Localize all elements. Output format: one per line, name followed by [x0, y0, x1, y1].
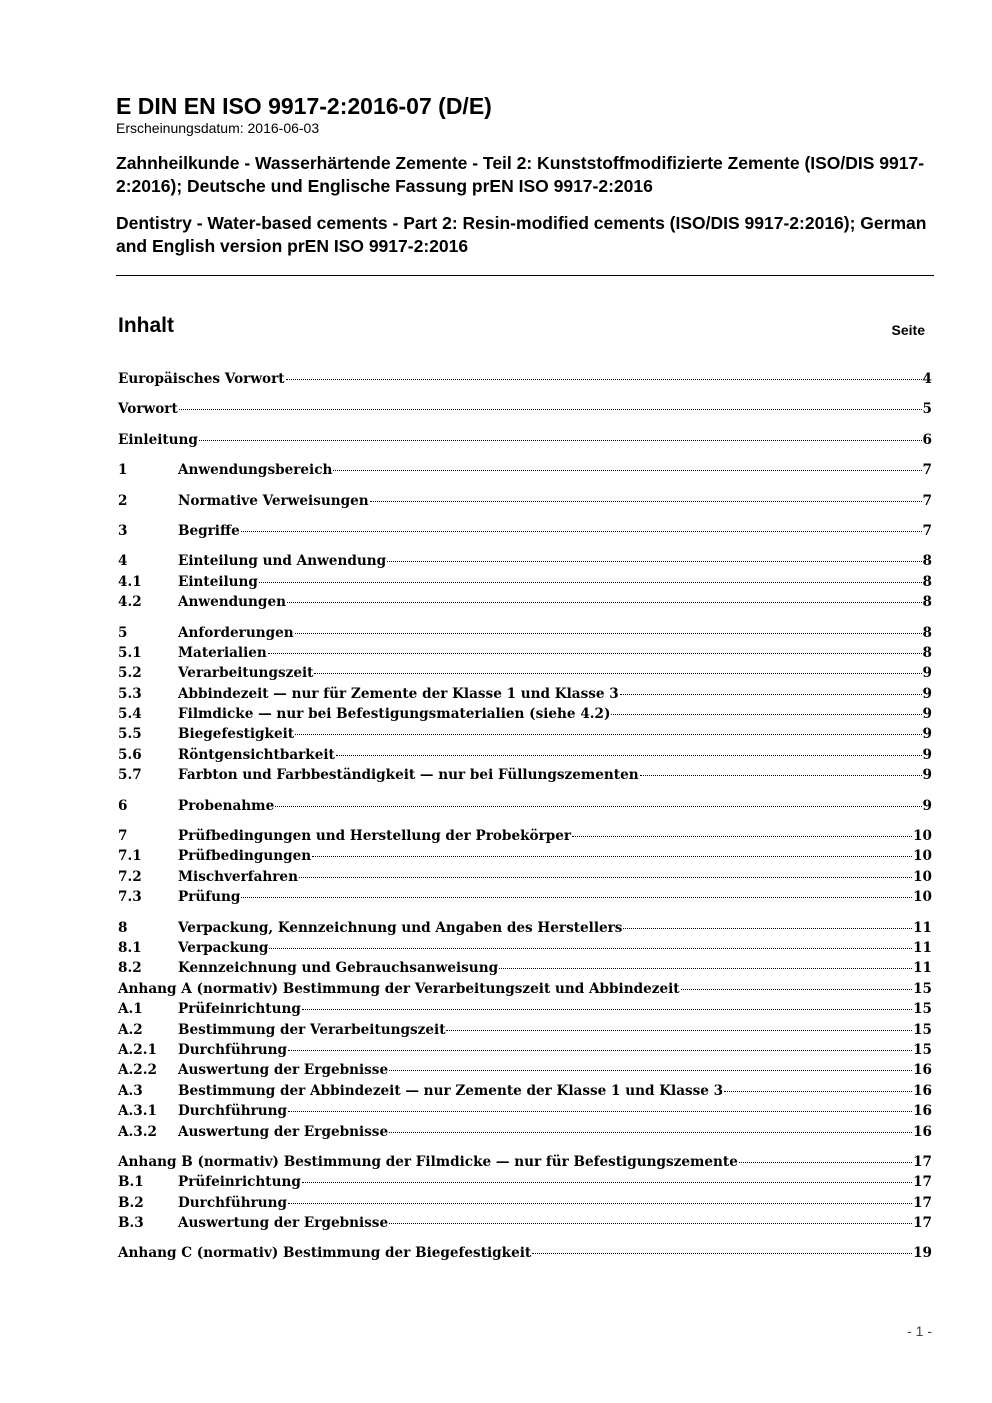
toc-entry-label: Prüfung	[178, 889, 241, 906]
toc-entry-page: 15	[913, 1021, 932, 1038]
toc-entry[interactable]	[118, 767, 932, 787]
title-german: Zahnheilkunde - Wasserhärtende Zemente - Teil 2: Kunststoffmodifizierte Zemente (ISO/DIS 9917-2:2016); Deutsche und Englische Fassung prEN ISO 9917-2:2016	[116, 153, 925, 196]
toc-entry-number: B.2	[118, 1194, 144, 1211]
toc-entry[interactable]	[118, 1042, 932, 1062]
toc-entry-page: 5	[922, 401, 932, 418]
toc-entry[interactable]	[118, 706, 932, 726]
toc-entry-page: 10	[913, 828, 932, 845]
toc-entry[interactable]	[118, 981, 932, 1001]
toc-entry[interactable]	[118, 686, 932, 706]
toc-entry-label: Einleitung	[118, 431, 198, 448]
toc-entry-label: Prüfbedingungen	[178, 848, 312, 865]
toc-entry-number: A.3.1	[118, 1103, 157, 1120]
toc-entry-page: 16	[913, 1103, 932, 1120]
toc-entry[interactable]	[118, 848, 932, 868]
toc-entry-page: 15	[913, 1001, 932, 1018]
toc-entry-page: 7	[922, 492, 932, 509]
toc-entry-number: A.2.2	[118, 1062, 157, 1079]
toc-dot-leader	[739, 1162, 912, 1163]
toc-dot-leader	[681, 989, 913, 990]
toc-entry-page: 8	[922, 594, 932, 611]
toc-dot-leader	[288, 1050, 912, 1051]
toc-entry-label: Bestimmung der Verarbeitungszeit	[178, 1021, 446, 1038]
toc-entry-page: 15	[913, 1041, 932, 1058]
toc-entry-label: Prüfeinrichtung	[178, 1174, 301, 1191]
toc-dot-leader	[623, 928, 912, 929]
toc-entry[interactable]	[118, 960, 932, 980]
toc-dot-leader	[333, 470, 921, 471]
toc-entry[interactable]	[118, 645, 932, 665]
toc-entry[interactable]	[118, 798, 932, 818]
toc-dot-leader	[268, 653, 922, 654]
toc-dot-leader	[336, 755, 922, 756]
toc-entry-label: Farbton und Farbbeständigkeit — nur bei Füllungszementen	[178, 767, 639, 784]
toc-entry-label: Verpackung, Kennzeichnung und Angaben des Herstellers	[178, 919, 623, 936]
toc-entry-number: 4.2	[118, 594, 142, 611]
toc-dot-leader	[446, 1030, 912, 1031]
toc-entry-page: 8	[922, 573, 932, 590]
toc-entry[interactable]	[118, 462, 932, 482]
toc-dot-leader	[288, 1111, 912, 1112]
toc-entry-number: 8	[118, 919, 128, 936]
toc-title: Inhalt	[118, 314, 174, 337]
toc-dot-leader	[389, 1070, 912, 1071]
toc-dot-leader	[389, 1223, 912, 1224]
toc-entry[interactable]	[118, 594, 932, 614]
toc-entry-page: 19	[913, 1245, 932, 1262]
toc-dot-leader	[288, 1203, 912, 1204]
toc-entry-number: 7.3	[118, 889, 142, 906]
toc-entry-label: Prüfbedingungen und Herstellung der Probekörper	[178, 828, 572, 845]
toc-dot-leader	[387, 561, 921, 562]
toc-entry-number: 5.6	[118, 746, 142, 763]
toc-entry-label: Auswertung der Ergebnisse	[178, 1215, 389, 1232]
toc-entry[interactable]	[118, 1245, 932, 1265]
toc-entry-page: 8	[922, 624, 932, 641]
toc-entry-label: Einteilung	[178, 573, 258, 590]
table-of-contents	[118, 371, 932, 1266]
toc-entry-label: Materialien	[178, 644, 267, 661]
toc-dot-leader	[499, 968, 912, 969]
toc-dot-leader	[620, 694, 922, 695]
page-number: - 1 -	[907, 1323, 932, 1339]
toc-entry-page: 10	[913, 848, 932, 865]
toc-entry-page: 9	[922, 665, 932, 682]
toc-entry[interactable]	[118, 940, 932, 960]
toc-entry-page: 11	[913, 939, 932, 956]
toc-entry-number: 1	[118, 462, 128, 479]
toc-entry-page: 9	[922, 726, 932, 743]
toc-dot-leader	[295, 633, 922, 634]
toc-entry-page: 6	[922, 431, 932, 448]
toc-entry-page: 15	[913, 980, 932, 997]
toc-entry[interactable]	[118, 574, 932, 594]
toc-entry-page: 9	[922, 746, 932, 763]
toc-entry-number: 5.2	[118, 665, 142, 682]
toc-entry-label: Anwendungsbereich	[178, 462, 333, 479]
toc-entry[interactable]	[118, 1022, 932, 1042]
toc-entry-number: A.2.1	[118, 1041, 157, 1058]
toc-dot-leader	[640, 775, 922, 776]
toc-entry-label: Prüfeinrichtung	[178, 1001, 301, 1018]
toc-dot-leader	[179, 409, 922, 410]
toc-entry-label: Europäisches Vorwort	[118, 371, 285, 387]
toc-entry-number: 7	[118, 828, 128, 845]
toc-entry[interactable]	[118, 747, 932, 767]
toc-entry-label: Verpackung	[178, 939, 269, 956]
toc-dot-leader	[389, 1132, 912, 1133]
toc-entry[interactable]	[118, 1062, 932, 1082]
toc-entry-label: Anwendungen	[178, 594, 286, 611]
toc-entry-label: Bestimmung der Abbindezeit — nur Zemente der Klasse 1 und Klasse 3	[178, 1082, 724, 1099]
toc-entry-number: 8.2	[118, 960, 142, 977]
toc-entry-number: 5.4	[118, 706, 142, 723]
toc-entry-number: B.1	[118, 1174, 144, 1191]
toc-entry-label: Durchführung	[178, 1194, 288, 1211]
toc-entry-page: 16	[913, 1123, 932, 1140]
toc-entry-number: A.1	[118, 1001, 143, 1018]
toc-dot-leader	[370, 501, 922, 502]
toc-entry[interactable]	[118, 1154, 932, 1174]
toc-entry[interactable]	[118, 889, 932, 909]
toc-entry-label: Durchführung	[178, 1103, 288, 1120]
toc-entry[interactable]	[118, 1174, 932, 1194]
toc-entry-label: Anforderungen	[178, 624, 294, 641]
toc-entry[interactable]	[118, 1083, 932, 1103]
toc-entry-page: 16	[913, 1082, 932, 1099]
toc-dot-leader	[199, 440, 922, 441]
toc-entry-label: Biegefestigkeit	[178, 726, 295, 743]
toc-entry-number: 7.2	[118, 868, 142, 885]
toc-entry-page: 11	[913, 960, 932, 977]
toc-entry-label: Verarbeitungszeit	[178, 665, 314, 682]
toc-dot-leader	[241, 531, 922, 532]
toc-entry[interactable]	[118, 432, 932, 452]
toc-entry[interactable]	[118, 1215, 932, 1235]
toc-dot-leader	[259, 582, 922, 583]
toc-entry-page: 17	[913, 1153, 932, 1170]
toc-entry-label: Auswertung der Ergebnisse	[178, 1062, 389, 1079]
toc-entry-label: Durchführung	[178, 1041, 288, 1058]
toc-entry[interactable]	[118, 625, 932, 645]
toc-entry[interactable]	[118, 493, 932, 513]
toc-entry-number: 6	[118, 797, 128, 814]
toc-entry-number: A.3.2	[118, 1123, 157, 1140]
toc-entry-label: Anhang B (normativ) Bestimmung der Filmdicke — nur für Befestigungszemente	[118, 1153, 738, 1170]
toc-entry-label: Röntgensichtbarkeit	[178, 746, 335, 763]
toc-entry-label: Normative Verweisungen	[178, 492, 369, 509]
toc-dot-leader	[611, 714, 921, 715]
toc-entry-number: B.3	[118, 1215, 144, 1232]
toc-entry-number: 4.1	[118, 573, 142, 590]
toc-entry[interactable]	[118, 665, 932, 685]
toc-entry-label: Anhang A (normativ) Bestimmung der Verarbeitungszeit und Abbindezeit	[118, 980, 680, 997]
toc-entry-page: 10	[913, 868, 932, 885]
toc-entry[interactable]	[118, 1124, 932, 1144]
toc-entry-page: 9	[922, 797, 932, 814]
toc-entry-label: Kennzeichnung und Gebrauchsanweisung	[178, 960, 499, 977]
toc-dot-leader	[572, 836, 912, 837]
toc-entry-number: 4	[118, 553, 128, 570]
toc-entry-page: 10	[913, 889, 932, 906]
toc-entry-label: Abbindezeit — nur für Zemente der Klasse 1 und Klasse 3	[178, 685, 619, 702]
toc-entry-page: 9	[922, 706, 932, 723]
toc-entry-page: 7	[922, 522, 932, 539]
toc-entry[interactable]	[118, 726, 932, 746]
toc-entry-page: 9	[922, 685, 932, 702]
toc-dot-leader	[295, 734, 921, 735]
toc-entry[interactable]	[118, 371, 932, 391]
toc-entry-label: Auswertung der Ergebnisse	[178, 1123, 389, 1140]
toc-dot-leader	[312, 856, 912, 857]
toc-entry-label: Probenahme	[178, 797, 275, 814]
toc-entry[interactable]	[118, 1103, 932, 1123]
title-english: Dentistry - Water-based cements - Part 2: Resin-modified cements (ISO/DIS 9917-2:2016); German and English version prEN ISO 9917-2:2016	[116, 213, 927, 256]
toc-dot-leader	[724, 1091, 912, 1092]
toc-entry-number: 3	[118, 522, 128, 539]
toc-entry-page: 17	[913, 1174, 932, 1191]
document-header	[116, 92, 934, 258]
header-divider	[116, 275, 934, 276]
toc-entry-number: 2	[118, 492, 128, 509]
toc-entry-page: 7	[922, 462, 932, 479]
toc-entry-number: 5.7	[118, 767, 142, 784]
publication-date: Erscheinungsdatum: 2016-06-03	[116, 120, 320, 136]
toc-entry-number: 5	[118, 624, 128, 641]
toc-entry-label: Mischverfahren	[178, 868, 298, 885]
toc-entry-label: Anhang C (normativ) Bestimmung der Biegefestigkeit	[118, 1245, 532, 1262]
toc-entry-number: A.2	[118, 1021, 143, 1038]
toc-entry[interactable]	[118, 828, 932, 848]
toc-dot-leader	[302, 1009, 912, 1010]
toc-dot-leader	[241, 897, 912, 898]
toc-dot-leader	[314, 673, 921, 674]
toc-dot-leader	[302, 1182, 912, 1183]
toc-entry-label: Begriffe	[178, 522, 240, 539]
toc-entry[interactable]	[118, 401, 932, 421]
toc-entry-page: 17	[913, 1215, 932, 1232]
toc-entry-number: A.3	[118, 1082, 143, 1099]
toc-dot-leader	[286, 379, 922, 380]
toc-dot-leader	[299, 877, 912, 878]
toc-dot-leader	[287, 602, 922, 603]
toc-entry-page: 9	[922, 767, 932, 784]
toc-entry-label: Einteilung und Anwendung	[178, 553, 387, 570]
toc-entry[interactable]	[118, 869, 932, 889]
toc-entry-number: 5.5	[118, 726, 142, 743]
toc-entry-number: 5.3	[118, 685, 142, 702]
toc-entry-page: 8	[922, 644, 932, 661]
toc-dot-leader	[269, 948, 912, 949]
toc-dot-leader	[275, 806, 921, 807]
toc-entry-page: 16	[913, 1062, 932, 1079]
toc-entry-page: 11	[913, 919, 932, 936]
toc-page-column-header: Seite	[891, 322, 925, 338]
toc-entry[interactable]	[118, 553, 932, 573]
toc-entry[interactable]	[118, 920, 932, 940]
toc-entry-page: 4	[922, 371, 932, 387]
toc-entry[interactable]	[118, 1195, 932, 1215]
toc-entry[interactable]	[118, 523, 932, 543]
toc-entry-label: Filmdicke — nur bei Befestigungsmaterialien (siehe 4.2)	[178, 706, 611, 723]
toc-entry-number: 7.1	[118, 848, 142, 865]
toc-entry[interactable]	[118, 1001, 932, 1021]
toc-entry-number: 5.1	[118, 644, 142, 661]
toc-entry-number: 8.1	[118, 939, 142, 956]
toc-entry-page: 8	[922, 553, 932, 570]
document-id: E DIN EN ISO 9917-2:2016-07 (D/E)	[116, 93, 492, 119]
toc-dot-leader	[532, 1253, 912, 1254]
toc-entry-page: 17	[913, 1194, 932, 1211]
toc-entry-label: Vorwort	[118, 401, 178, 418]
